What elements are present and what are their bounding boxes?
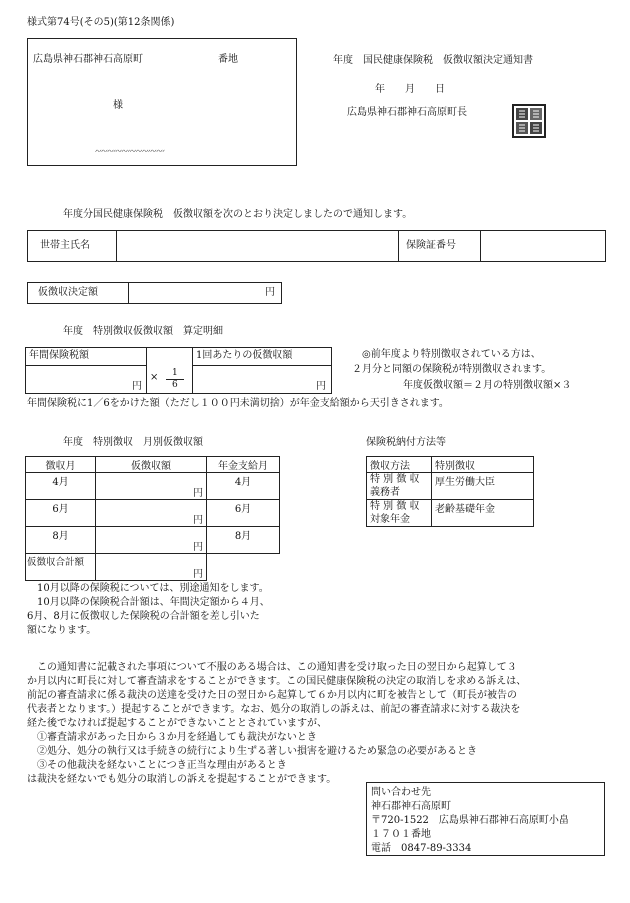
calc-note-3: 年度仮徴収額＝２月の特別徴収額×３ <box>403 380 572 391</box>
monthly-heading: 年度 特別徴収 月別仮徴収額 <box>63 437 203 448</box>
contact-line: １７０１番地 <box>371 829 431 840</box>
calc-note-4: 年間保険税に1／6をかけた額（ただし１００円未満切捨）が年金支給額から天引きされます。 <box>27 398 449 409</box>
table-row <box>26 473 280 500</box>
calc-note-2: ２月分と同額の保険税が特別徴収されます。 <box>352 364 552 375</box>
provisional-yen: 円 <box>265 287 275 298</box>
monthly-header-amount: 仮徴収額 <box>96 457 207 473</box>
contact-phone: 電話 0847-89-3334 <box>371 843 472 854</box>
method-r1-label: 特 別 徴 収 義務者 <box>367 473 432 500</box>
calc-note-1: ◎前年度より特別徴収されている方は、 <box>362 349 541 360</box>
provisional-amount-box <box>27 282 282 304</box>
fraction-numerator: 1 <box>172 368 178 378</box>
householder-row <box>27 230 606 262</box>
method-r2-label: 特 別 徴 収 対象年金 <box>367 500 432 527</box>
table-row <box>26 500 280 527</box>
contact-line: 神石郡神石高原町 <box>371 801 451 812</box>
method-r1-value: 厚生労働大臣 <box>432 473 534 500</box>
address-line: 広島県神石郡神石高原町 <box>33 54 143 65</box>
provisional-label: 仮徴収決定額 <box>38 287 98 298</box>
address-banchi: 番地 <box>218 54 238 65</box>
form-number: 様式第74号(その5)(第12条関係) <box>27 17 175 28</box>
annual-yen: 円 <box>132 381 142 392</box>
method-header-1: 徴収方法 <box>367 457 432 473</box>
pay-month-cell: 6月 <box>207 500 280 527</box>
contact-line: 〒720-1522 広島県神石郡神石高原町小畠 <box>371 815 569 826</box>
contact-box <box>366 782 605 856</box>
issuer: 広島県神石郡神石高原町長 <box>347 107 467 118</box>
calc-table <box>25 347 332 394</box>
postal-barcode: ᐟᐠᐟᐟᐠᐟᐟᐠᐟᐟᐟᐠᐟᐟᐠᐟᐟᐟᐠᐟᐟᐠᐟᐟᐠᐟᐟᐟᐠᐟᐟᐠᐟᐟ <box>95 149 165 156</box>
per-installment-yen: 円 <box>316 381 326 392</box>
october-note: 10月以降の保険税については、別途通知をします。 10月以降の保険税合計額は、年間決定額から４月、 6月、8月に仮徴収した保険税の合計額を差し引いた 額になります。 <box>27 583 270 636</box>
insurance-no-label: 保険証番号 <box>406 240 456 251</box>
monthly-table <box>25 456 280 581</box>
annual-tax-label: 年間保険税額 <box>29 350 89 361</box>
amount-yen: 円 <box>96 527 207 554</box>
total-yen: 円 <box>96 554 207 581</box>
method-header-2: 特別徴収 <box>432 457 534 473</box>
address-window <box>27 38 297 166</box>
table-row <box>26 527 280 554</box>
issue-date: 年 月 日 <box>375 84 445 95</box>
times-sign: × <box>150 372 159 383</box>
calc-heading: 年度 特別徴収仮徴収額 算定明細 <box>63 326 223 337</box>
table-row <box>26 554 280 581</box>
amount-yen: 円 <box>96 500 207 527</box>
method-r2-value: 老齢基礎年金 <box>432 500 534 527</box>
per-installment-label: 1回あたりの仮徴収額 <box>196 350 293 361</box>
monthly-header-pay: 年金支給月 <box>207 457 280 473</box>
address-sama: 様 <box>113 100 123 111</box>
fraction-denominator: 6 <box>172 380 178 390</box>
month-cell: 6月 <box>26 500 96 527</box>
method-heading: 保険税納付方法等 <box>366 437 446 448</box>
month-cell: 4月 <box>26 473 96 500</box>
method-table <box>366 456 534 527</box>
contact-title: 問い合わせ先 <box>371 787 431 798</box>
intro-text: 年度分国民健康保険税 仮徴収額を次のとおり決定しましたので通知します。 <box>63 209 413 220</box>
month-cell: 8月 <box>26 527 96 554</box>
official-seal-icon <box>512 104 546 138</box>
monthly-header-month: 徴収月 <box>26 457 96 473</box>
householder-label: 世帯主氏名 <box>40 240 90 251</box>
notice-title: 年度 国民健康保険税 仮徴収額決定通知書 <box>333 55 533 66</box>
pay-month-cell: 4月 <box>207 473 280 500</box>
total-label: 仮徴収合計額 <box>26 554 96 581</box>
appeal-text: この通知書に記載された事項について不服のある場合は、この通知書を受け取った日の翌日から起算して３ か月以内に町長に対して審査請求をすることができます。この国民健康保険税の決定の取消しを求める訴えは、 前記の審査請求に係る裁決の送達を受けた日の翌日から起算して６か月以内に町を被告として（町長が被告の 代表者となります。）提起することができます。なお、処分の取消しの訴えは、前記の審査請求に対する裁決を 経た後でなければ提起することができないこととされていますが、 ①審査請求があった日から３か月を経過しても裁決がないとき ②処分、処分の執行又は手続きの続行により生ずる著しい損害を避けるため緊急の必要があるとき ③その他裁決を経ないことにつき正当な理由があるとき は裁決を経ないでも処分の取消しの訴えを提起することができます。 <box>27 662 527 785</box>
amount-yen: 円 <box>96 473 207 500</box>
pay-month-cell: 8月 <box>207 527 280 554</box>
